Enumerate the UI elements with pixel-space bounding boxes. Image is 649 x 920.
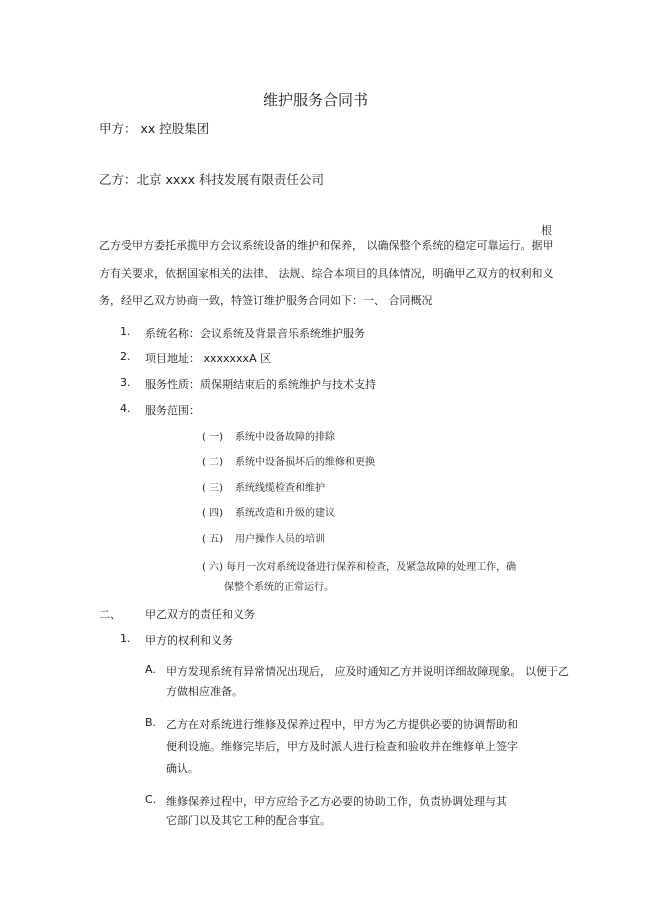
item-b-line-3: 确认。 — [166, 762, 199, 775]
party-b: 乙方：北京 xxxx 科技发展有限责任公司 — [99, 172, 325, 187]
list-item-num: 1. — [120, 325, 131, 338]
scope-item: 系统线缆检查和维护 — [235, 483, 325, 494]
section-2-heading: 甲乙双方的责任和义务 — [145, 608, 255, 621]
item-letter: C. — [145, 793, 157, 806]
item-b-line-1: 乙方在对系统进行维修及保养过程中，甲方为乙方提供必要的协调帮助和 — [166, 718, 518, 731]
section-2-num: 二、 — [99, 608, 121, 621]
item-letter: A. — [145, 663, 156, 676]
scope-num: ( 四) — [202, 508, 223, 519]
subsection-num: 1. — [120, 632, 131, 645]
item-b-line-2: 便利设施。维修完毕后，甲方及时派人进行检查和验收并在维修单上签字 — [166, 740, 518, 753]
intro-fragment: 根 — [541, 224, 552, 237]
item-a-line-1: 甲方发现系统有异常情况出现后， 应及时通知乙方并说明详细故障现象。 以便于乙 — [166, 665, 569, 678]
list-item-num: 2. — [120, 350, 131, 363]
intro-line-2: 方有关要求，依据国家相关的法律、 法规、综合本项目的具体情况，明确甲乙双方的权利和义 — [99, 267, 554, 280]
item-c-line-1: 维修保养过程中，甲方应给予乙方必要的协助工作，负责协调处理与其 — [166, 795, 507, 808]
subsection-heading: 甲方的权利和义务 — [145, 634, 233, 647]
scope-num: ( 五) — [202, 534, 223, 545]
scope-item-6-line-2: 保整个系统的正常运行。 — [224, 582, 334, 593]
list-item-num: 3. — [120, 376, 131, 389]
scope-item-6-line-1: ( 六) 每月一次对系统设备进行保养和检查，及紧急故障的处理工作，确 — [202, 562, 517, 573]
intro-line-3: 务，经甲乙双方协商一致，特签订维护服务合同如下：一、 合同概况 — [99, 294, 433, 307]
party-a: 甲方： xx 控股集团 — [99, 121, 210, 136]
scope-item: 系统中设备损坏后的维修和更换 — [235, 457, 375, 468]
list-item: 服务性质：质保期结束后的系统维护与技术支持 — [145, 378, 376, 391]
list-item: 系统名称：会议系统及背景音乐系统维护服务 — [145, 327, 365, 340]
item-letter: B. — [145, 716, 157, 729]
scope-num: ( 一) — [202, 432, 223, 443]
scope-item: 用户操作人员的培训 — [235, 534, 325, 545]
scope-item: 系统中设备故障的排除 — [235, 432, 335, 443]
page-title: 维护服务合同书 — [263, 91, 369, 109]
scope-num: ( 三) — [202, 483, 223, 494]
scope-item: 系统改造和升级的建议 — [235, 508, 335, 519]
item-c-line-2: 它部门以及其它工种的配合事宜。 — [166, 814, 331, 827]
list-item: 项目地址： xxxxxxxA 区 — [145, 352, 272, 365]
list-item-num: 4. — [120, 402, 131, 415]
scope-num: ( 二) — [202, 457, 223, 468]
item-a-line-2: 方做相应准备。 — [166, 685, 243, 698]
intro-line-1: 乙方受甲方委托承揽甲方会议系统设备的维护和保养， 以确保整个系统的稳定可靠运行。据甲 — [99, 239, 554, 252]
list-item: 服务范围： — [145, 404, 200, 417]
